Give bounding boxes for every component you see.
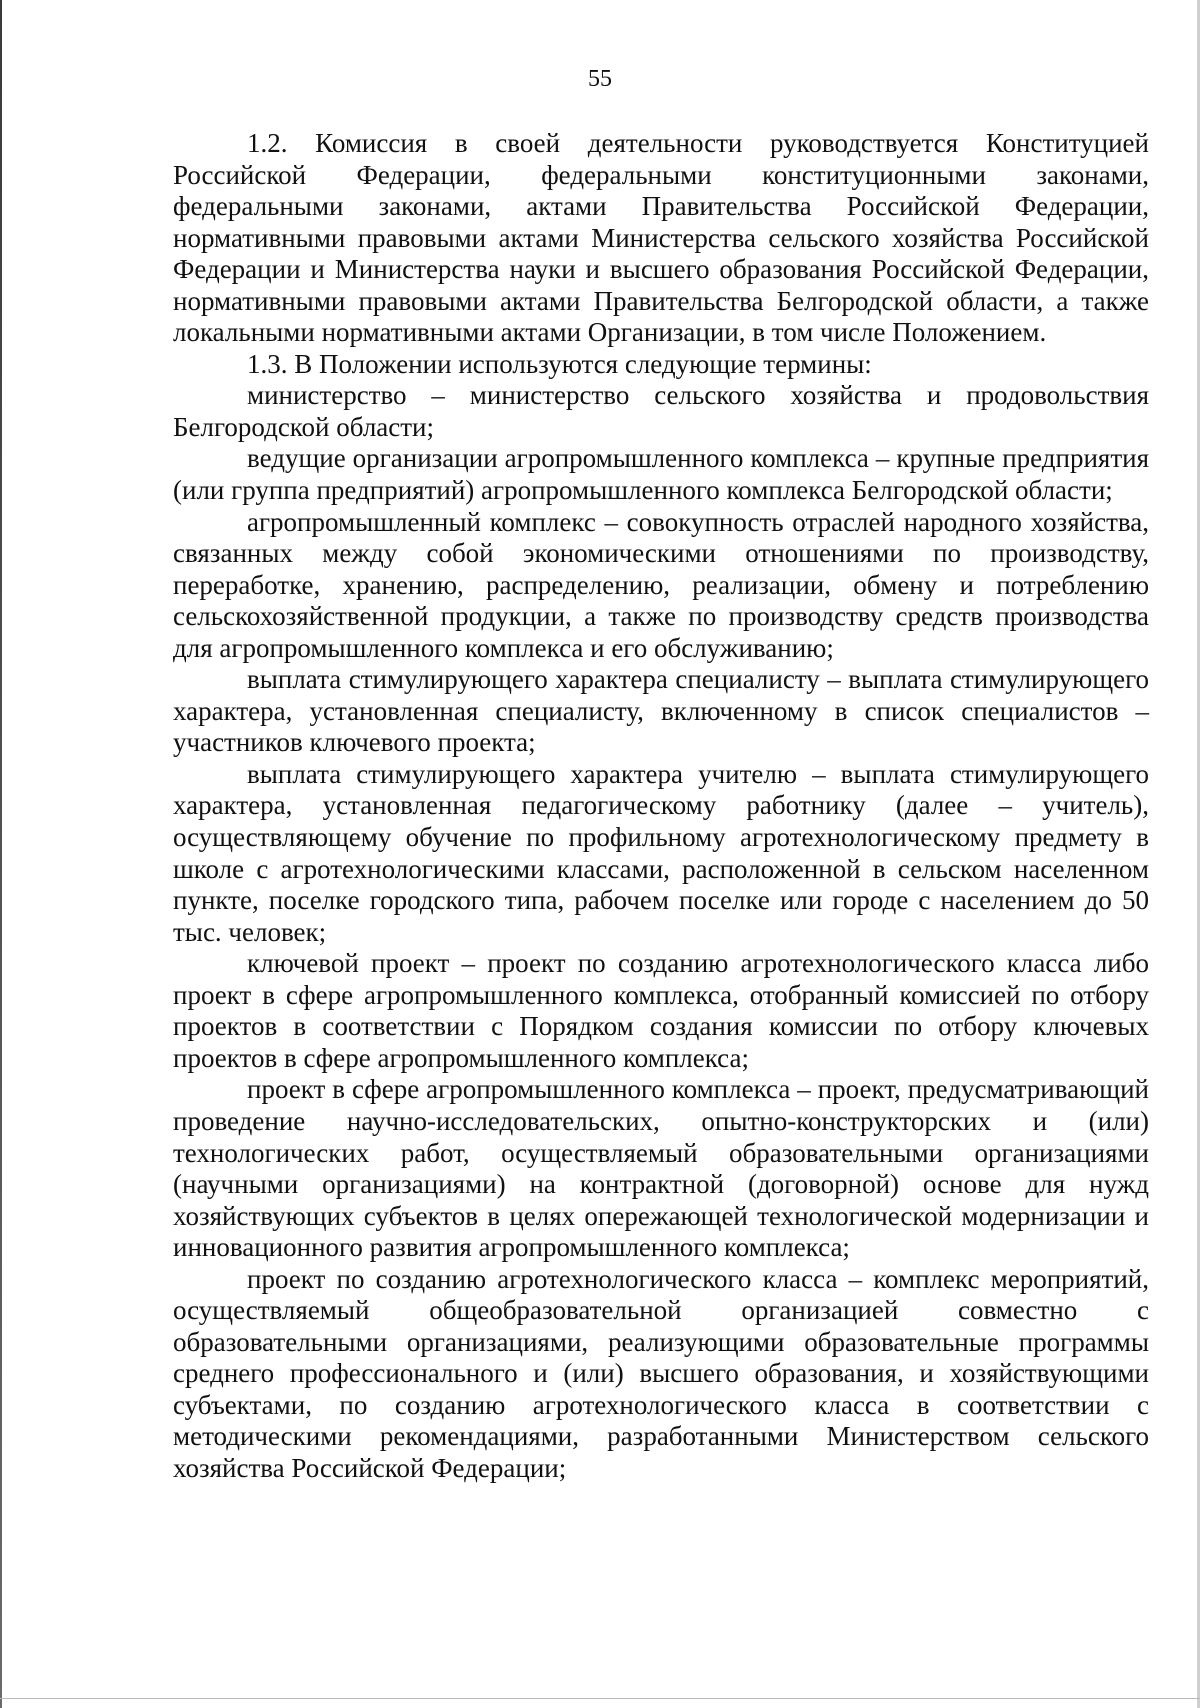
paragraph-1-3: 1.3. В Положении используются следующие термины: [247,348,872,379]
term-leading-organizations: ведущие организации агропромышленного комплекса – крупные предприятия (или группа предприятий) агропромышленного комплекса Белгородской области; [173,443,1149,506]
scan-line-bottom [0,1698,1200,1699]
term-payment-specialist: выплата стимулирующего характера специалисту – выплата стимулирующего характера, установленная специалисту, включенному в список специалистов – участников ключевого проекта; [173,664,1149,758]
term-key-project: ключевой проект – проект по созданию агротехнологического класса либо проект в сфере агропромышленного комплекса, отобранный комиссией по отбору проектов в соответствии с Порядком создания комиссии по отбору ключевых проектов в сфере агропромышленного комплекса; [173,948,1149,1073]
term-payment-teacher: выплата стимулирующего характера учителю – выплата стимулирующего характера, установленная педагогическому работнику (далее – учитель), осуществляющему обучение по профильному агротехнологическому предмету в школе с агротехнологическими классами, расположенной в сельском населенном пункте, поселке городского типа, рабочем поселке или городе с населением до 50 тыс. человек; [173,758,1149,947]
paragraph-1-2: 1.2. Комиссия в своей деятельности руководствуется Конституцией Российской Федерации, федеральными конституционными законами, федеральными законами, актами Правительства Российской Федерации, нормативными правовыми актами Министерства сельского хозяйства Российской Федерации и Министерства науки и высшего образования Российской Федерации, нормативными правовыми актами Правительства Белгородской области, а также локальными нормативными актами Организации, в том числе Положением. [173,128,1149,348]
scan-edge-left [0,0,2,1708]
term-agro-class-project: проект по созданию агротехнологического класса – комплекс мероприятий, осуществляемый общеобразовательной организацией совместно с образовательными организациями, реализующими образовательные программы среднего профессионального и (или) высшего образования, и хозяйствующими субъектами, по созданию агротехнологического класса в соответствии с методическими рекомендациями, разработанными Министерством сельского хозяйства Российской Федерации; [173,1263,1149,1483]
term-agro-project: проект в сфере агропромышленного комплекса – проект, предусматривающий проведение научно-исследовательских, опытно-конструкторских и (или) технологических работ, осуществляемый образовательными организациями (научными организациями) на контрактной (договорной) основе для нужд хозяйствующих субъектов в целях опережающей технологической модернизации и инновационного развития агропромышленного комплекса; [173,1074,1149,1263]
page-number: 55 [588,66,612,92]
document-body [173,128,1149,1485]
term-ministry: министерство – министерство сельского хозяйства и продовольствия Белгородской области; [173,380,1149,442]
term-agro-industrial-complex: агропромышленный комплекс – совокупность отраслей народного хозяйства, связанных между собой экономическими отношениями по производству, переработке, хранению, распределению, реализации, обмену и потреблению сельскохозяйственной продукции, а также по производству средств производства для агропромышленного комплекса и его обслуживанию; [173,506,1149,663]
